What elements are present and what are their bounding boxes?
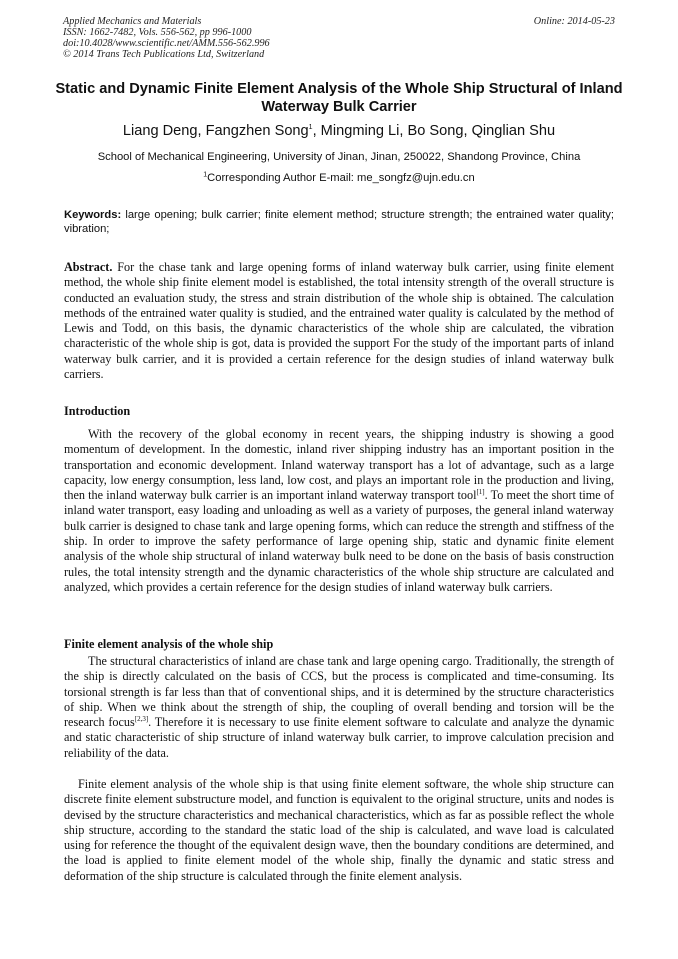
keywords — [64, 208, 614, 236]
corr-email[interactable]: E-mail: me_songfz@ujn.edu.cn — [316, 172, 475, 184]
affiliation: School of Mechanical Engineering, University of Jinan, Jinan, 250022, Shandong Province, China — [97, 151, 581, 163]
journal-name: Applied Mechanics and Materials — [63, 16, 202, 27]
abstract-label: Abstract. — [64, 260, 113, 274]
author-list — [40, 122, 638, 140]
corresponding-author — [40, 171, 638, 185]
abstract — [64, 260, 614, 382]
doi-link[interactable]: doi:10.4028/www.scientific.net/AMM.556-562.996 — [63, 38, 270, 49]
author-sup: 1 — [308, 124, 313, 132]
fea-text-1: The structural characteristics of inland are chase tank and large opening cargo. Traditionally, the strength of the ship is directly calculated on the basis of CCS, but the process is complicated and time-consuming. Its torsional strength is far less than that of conventional ships, and it is determined by the structure characteristics of ship. When we think about the strength of ship, the coupling of overall bending and torsion will be the research focus — [64, 654, 614, 730]
corr-label: Corresponding Author — [207, 172, 316, 184]
fea-paragraph-1 — [64, 654, 614, 761]
abstract-text: For the chase tank and large opening forms of inland waterway bulk carrier, using finite element method, the whole ship finite element model is established, the total intensity strength of the overall structure is conducted an evaluation study, the stress and strain distribution of the whole ship is obtained. The calculation methods of the entrained water quality is studied, and the entrained water quality is calculated by the method of Lewis and Todd, on this basis, the dynamic characteristics of the whole ship are calculated, the vibration characteristic of the whole ship is got, data is provided the support For the study of the important parts of inland waterway bulk carrier, and it is provided a certain reference for the design studies of inland waterway bulk carriers. — [64, 260, 614, 382]
fea-heading: Finite element analysis of the whole ship — [64, 637, 274, 651]
fea-paragraph-2: Finite element analysis of the whole ship is that using finite element software, the whole ship structure can discrete finite element substructure model, and function is equivalent to the original structure, units and nodes is devised by the structure characteristics and mechanical characteristics, which as far as possible reflect the whole ship structure, according to the standard the static load of the ship is calculated, and wave load is calculated using for reference the thought of the equivalent design wave, then the boundary conditions are determined, and the load is applied to finite element model of the whole ship, finally the dynamic and static stress and deformation of the ship structure is calculated through the finite element analysis. — [64, 777, 614, 883]
online-date: Online: 2014-05-23 — [533, 16, 615, 27]
issn-line: ISSN: 1662-7482, Vols. 556-562, pp 996-1000 — [63, 27, 252, 38]
copyright-line: © 2014 Trans Tech Publications Ltd, Switzerland — [63, 49, 265, 60]
intro-text-1: With the recovery of the global economy in recent years, the shipping industry is showing a good momentum of development. In the domestic, inland river shipping industry has an important position in the transportation and economic development. Inland waterway transport has a lot of advantage, such as a large capacity, low energy consumption, less land, low cost, and plays an important role in the production and living, then the inland waterway bulk carrier is an important inland waterway transport tool — [64, 427, 614, 503]
keywords-label: Keywords: — [64, 209, 122, 221]
intro-text-2: . To meet the short time of inland water transport, easy loading and unloading as well as a variety of purposes, the general inland waterway bulk carrier is designed to chase tank and large opening forms, which can reduce the strength and stiffness of the ship. In order to improve the safety performance of large opening ship, static and dynamic finite element analysis of the whole ship structural of inland waterway bulk need to be done on the basis of basis construction rules, the total intensity strength and the dynamic characteristics of the whole ship structure are calculated and analyzed, which provides a certain reference for the design studies of inland waterway bulk carriers. — [64, 488, 614, 594]
author-first: Liang Deng, Fangzhen Song — [122, 123, 309, 139]
fea-text-2: . Therefore it is necessary to use finite element software to calculate and analyze the dynamic and static characteristic of ship structure of inland waterway bulk carrier, to improve calculation precision and reliability of the data. — [64, 715, 614, 760]
citation-1: [1] — [476, 488, 485, 497]
corr-sup: 1 — [203, 171, 208, 179]
citation-2-3: [2,3] — [134, 715, 149, 724]
author-rest: , Mingming Li, Bo Song, Qinglian Shu — [312, 123, 556, 139]
keywords-text: large opening; bulk carrier; finite element method; structure strength; the entrained water quality; vibration; — [64, 209, 614, 235]
introduction-heading: Introduction — [64, 404, 131, 418]
introduction-paragraph — [64, 427, 614, 595]
paper-title: Static and Dynamic Finite Element Analysis of the Whole Ship Structural of Inland Waterway Bulk Carrier — [55, 81, 623, 115]
